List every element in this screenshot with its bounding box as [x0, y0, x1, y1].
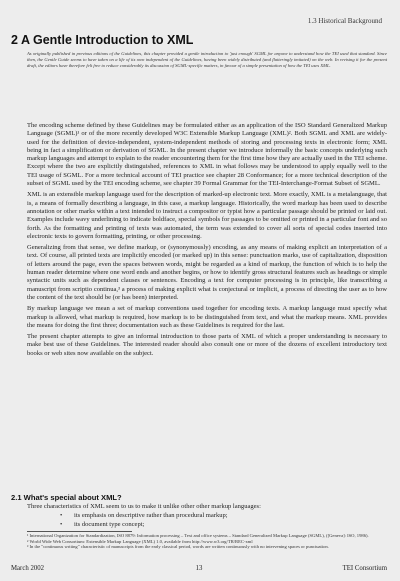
paragraph-chapter-purpose: The present chapter attempts to give an informal introduction to those parts of XML of which a proper understanding is necessary to make best use of these Guidelines. The interested reader should also consult one or more of the dozens of excellent introductory text books or web sites now available on the subject.	[27, 333, 387, 357]
section-intro: Three characteristics of XML seem to us to make it unlike other other markup languages:	[27, 503, 261, 510]
feature-list	[60, 512, 380, 529]
footnotes	[27, 533, 387, 550]
chapter-abstract: As originally published in previous editions of the Guidelines, this chapter provided a gentle introduction to 'just enough' SGML for anyone to understand how the TEI used that standard. Since then, the Gentle Guide seems to have taken on a life of its own independent of the Guidelines, having been widely distributed (and flatteringly imitated) on the web. In revising it for the present draft, the editors have therefore felt free to reduce considerably its discussion of SGML-specific matters, in favour of a simple presentation of how the TEI uses XML.	[27, 51, 387, 69]
footer-publisher: TEI Consortium	[342, 565, 387, 572]
footnote-1: ¹ International Organization for Standardization, ISO 8879: Information processing – Text and office systems – Standard Generalized Markup Language (SGML), ([Geneva]: ISO, 1986).	[27, 533, 369, 538]
paragraph-metalanguage: XML is an extensible markup language used for the description of marked-up electronic text. More exactly, XML is a metalanguage, that is, a means of formally describing a language, in this case, a markup language. Historically, the word markup has been used to describe annotation or other marks within a text intended to instruct a compositor or typist how a particular passage should be printed or laid out. Examples include wavy underlining to indicate boldface, special symbols for passages to be omitted or printed in a particular font and so forth. As the formatting and printing of texts was automated, the term was extended to cover all sorts of special codes inserted into electronic texts to govern formatting, printing, or other processing.	[27, 191, 387, 240]
paragraph-markup-language: By markup language we mean a set of markup conventions used together for encoding texts. A markup language must specify what markup is allowed, what markup is required, how markup is to be distinguished from text, and what the markup means. XML provides the means for doing the first three; documentation such as these Guidelines is required for the last.	[27, 305, 387, 329]
list-item: • its emphasis on descriptive rather than procedural markup;	[60, 512, 380, 521]
footnote-2: ² World Wide Web Consortium: Extensible Markup Language (XML) 1.0, available from http://www.w3.org/TR/REC-xml	[27, 538, 253, 544]
list-item: • its document type concept;	[60, 521, 380, 530]
section-title: 2.1 What's special about XML?	[11, 493, 122, 502]
chapter-title: 2 A Gentle Introduction to XML	[11, 33, 194, 47]
footer-date: March 2002	[11, 565, 45, 572]
footnote-3: ³ In the "continuous writing" characteristic of manuscripts from the early classical period, words are written continuously with no intervening spaces or punctuation.	[27, 544, 329, 550]
running-head: 1.3 Historical Background	[307, 17, 382, 25]
paragraph-encoding: Generalizing from that sense, we define markup, or (synonymously) encoding, as any means of making explicit an interpretation of a text. Of course, all printed texts are implicitly encoded (or marked up) in this sense: punctuation marks, use of capitalization, disposition of letters around the page, even the spaces between words, might be regarded as a kind of markup, the function of which is to help the human reader determine where one word ends and another begins, or how to identify gross structural features such as headings or simple syntactic units such as dependent clauses or sentences. Encoding a text for computer processing is in principle, like transcribing a manuscript from scriptio continua,³ a process of making explicit what is conjectural or implicit, a process of directing the user as to how the content of the text should be (or has been) interpreted.	[27, 244, 387, 301]
paragraph-sgml-xml: The encoding scheme defined by these Guidelines may be formulated either as an application of the ISO Standard Generalized Markup Language (SGML)¹ or of the more recently developed W3C Extensible Markup Language (XML)². Both SGML and XML are widely-used for the definition of device-independent, system-independent methods of storing and processing texts in electronic form; XML being in fact a simplification or derivation of SGML. In the present chapter we introduce informally the basic concepts underlying such markup languages and attempt to explain to the reader encountering them for the first time how they are actually used in the TEI scheme. Except where the two are explicitly distinguished, references to XML in what follows may be understood to apply equally well to the TEI usage of SGML. For a more technical account of TEI practice see chapter 28 Conformance; for a more technical description of the subset of SGML used by the TEI encoding scheme, see chapter 39 Formal Grammar for the TEI-Interchange-Format Subset of SGML.	[27, 122, 387, 188]
page-number: 13	[195, 565, 203, 572]
footnote-divider	[27, 531, 132, 532]
body-text	[27, 122, 387, 361]
